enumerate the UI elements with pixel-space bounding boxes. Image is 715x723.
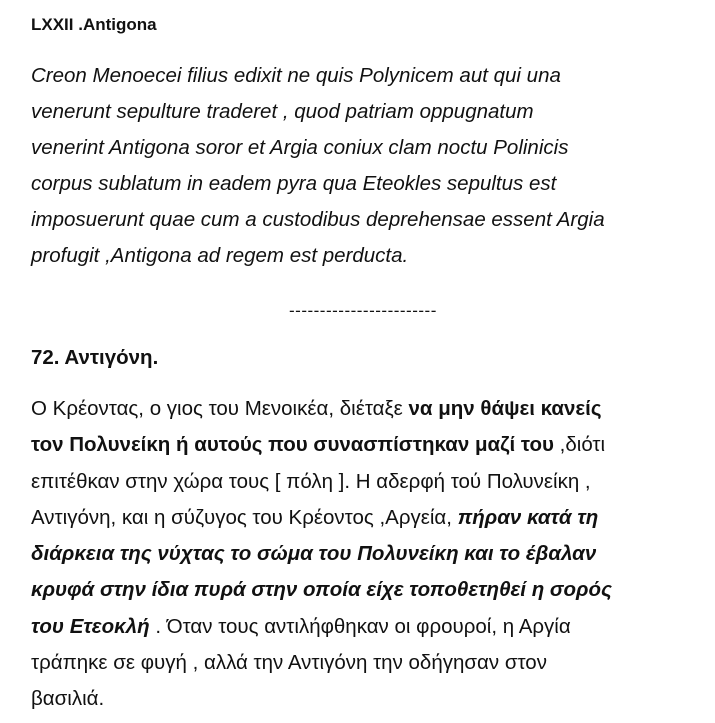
greek-paragraph — [31, 391, 707, 718]
greek-bold-italic-run: πήραν κατά τη — [457, 505, 599, 529]
section-separator: ------------------------ — [289, 301, 437, 320]
latin-line: Creon Menoecei filius edixit ne quis Polynicem aut qui una — [31, 64, 561, 87]
latin-line: imposuerunt quae cum a custodibus deprehensae essent Argia — [31, 208, 605, 231]
latin-paragraph — [31, 58, 707, 274]
greek-line — [31, 500, 707, 536]
greek-line: κρυφά στην ίδια πυρά στην οποία είχε τοποθετηθεί η σορός — [31, 578, 612, 602]
latin-title: LXXII .Antigona — [31, 15, 157, 34]
greek-text-run: Ο Κρέοντας, ο γιος του Μενοικέα, διέταξε — [31, 397, 409, 420]
latin-line: venerint Antigona soror et Argia coniux clam noctu Polinicis — [31, 136, 569, 159]
greek-text-run: . Όταν τους αντιλήφθηκαν οι φρουροί, η Αργία — [149, 614, 571, 638]
greek-line: επιτέθκαν στην χώρα τους [ πόλη ]. Η αδερφή τού Πολυνείκη , — [31, 469, 591, 493]
greek-line: βασιλιά. — [31, 687, 105, 711]
latin-line: corpus sublatum in eadem pyra qua Eteokles sepultus est — [31, 172, 557, 195]
greek-line: διάρκεια της νύχτας το σώμα του Πολυνείκη και το έβαλαν — [31, 542, 597, 566]
latin-line: venerunt sepulture traderet , quod patriam oppugnatum — [31, 100, 534, 123]
greek-text-run: Αντιγόνη, και η σύζυγος του Κρέοντος ,Αργεία, — [31, 505, 458, 529]
greek-line: τράπηκε σε φυγή , αλλά την Αντιγόνη την οδήγησαν στον — [31, 651, 547, 675]
greek-text-run: ,διότι — [553, 433, 606, 457]
greek-bold-run: να μην θάψει κανείς — [408, 397, 602, 420]
document-page — [31, 14, 707, 718]
greek-line — [31, 391, 707, 427]
greek-line — [31, 609, 707, 645]
greek-title: 72. Αντιγόνη. — [31, 346, 159, 369]
greek-bold-italic-run: του Ετεοκλή — [31, 614, 150, 638]
greek-line — [31, 427, 707, 463]
greek-bold-run: τον Πολυνείκη ή αυτούς που συνασπίστηκαν μαζί του — [31, 433, 554, 457]
latin-line: profugit ,Antigona ad regem est perducta. — [31, 244, 409, 267]
